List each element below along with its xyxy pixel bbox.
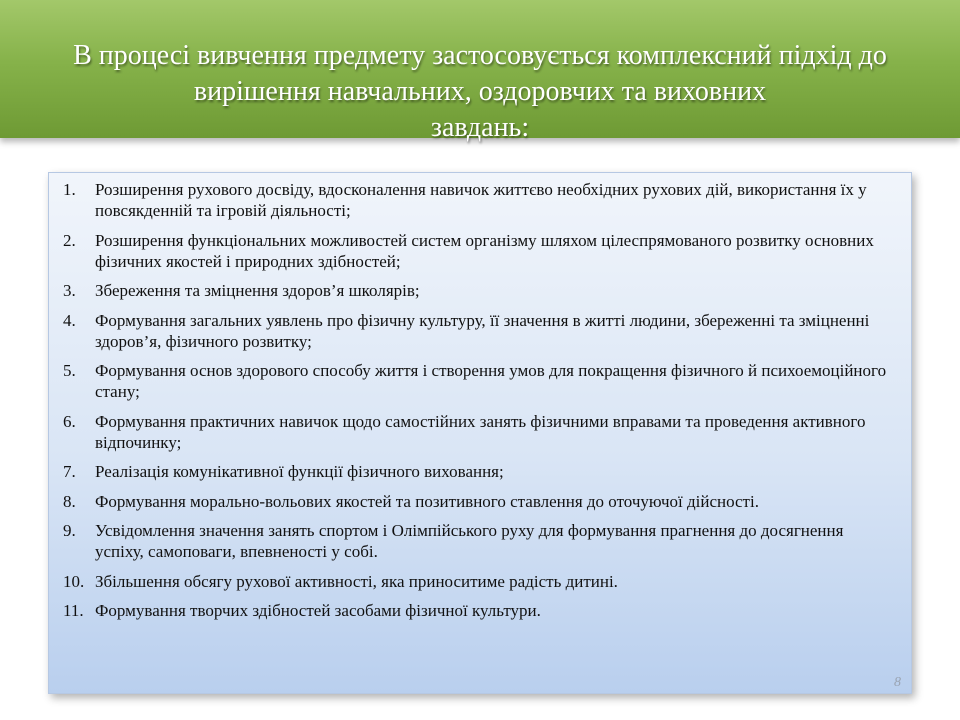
task-item	[63, 600, 891, 621]
task-number: 6.	[63, 411, 76, 431]
task-number: 1.	[63, 180, 76, 199]
task-number: 4.	[63, 310, 76, 330]
task-number: 8.	[63, 491, 76, 511]
task-item	[63, 280, 891, 301]
task-item	[63, 310, 891, 352]
task-number: 2.	[63, 230, 76, 250]
task-text: Реалізація комунікативної функції фізичного виховання;	[95, 462, 504, 481]
task-text: Формування практичних навичок щодо самостійних занять фізичними вправами та проведення активного відпочинку;	[95, 411, 866, 452]
task-text: Розширення функціональних можливостей систем організму шляхом цілеспрямованого розвитку основних фізичних якостей і природних здібностей;	[95, 230, 874, 271]
task-text: Розширення рухового досвіду, вдосконалення навичок життєво необхідних рухових дій, використання їх у повсякденній та ігровій діяльності;	[95, 180, 867, 220]
task-item	[63, 571, 891, 592]
task-item	[63, 411, 891, 453]
page-number: 8	[894, 675, 901, 690]
task-item	[63, 360, 891, 402]
task-number: 9.	[63, 521, 76, 540]
title-line: завдань:	[430, 112, 530, 143]
task-item	[63, 520, 891, 562]
task-number: 3.	[63, 281, 76, 300]
task-text: Формування загальних уявлень про фізичну культуру, її значення в житті людини, збереженні та зміцненні здоров’я, фізичного розвитку;	[95, 310, 870, 351]
task-item	[63, 491, 891, 512]
task-number: 11.	[63, 601, 84, 620]
task-text: Формування основ здорового способу життя і створення умов для покращення фізичного й психоемоційного стану;	[95, 361, 887, 401]
task-text: Збільшення обсягу рухової активності, яка приноситиме радість дитині.	[95, 571, 618, 591]
title-banner	[0, 0, 960, 143]
task-text: Формування творчих здібностей засобами фізичної культури.	[95, 601, 541, 620]
title-line: В процесі вивчення предмету застосовується комплексний підхід до	[73, 40, 887, 71]
task-item	[63, 461, 891, 482]
slide-title	[0, 38, 960, 146]
task-item	[63, 179, 891, 221]
task-number: 10.	[63, 571, 85, 591]
task-item	[63, 230, 891, 272]
tasks-box	[48, 172, 912, 694]
title-line: вирішення навчальних, оздоровчих та виховних	[193, 76, 767, 107]
task-text: Збереження та зміцнення здоров’я школярів;	[95, 281, 420, 300]
task-list	[49, 173, 911, 621]
task-number: 5.	[63, 361, 76, 380]
task-text: Формування морально-вольових якостей та позитивного ставлення до оточуючої дійсності.	[95, 491, 759, 511]
task-text: Усвідомлення значення занять спортом і Олімпійського руху для формування прагнення до досягнення успіху, самоповаги, впевненості у собі.	[95, 521, 844, 561]
task-number: 7.	[63, 462, 76, 481]
